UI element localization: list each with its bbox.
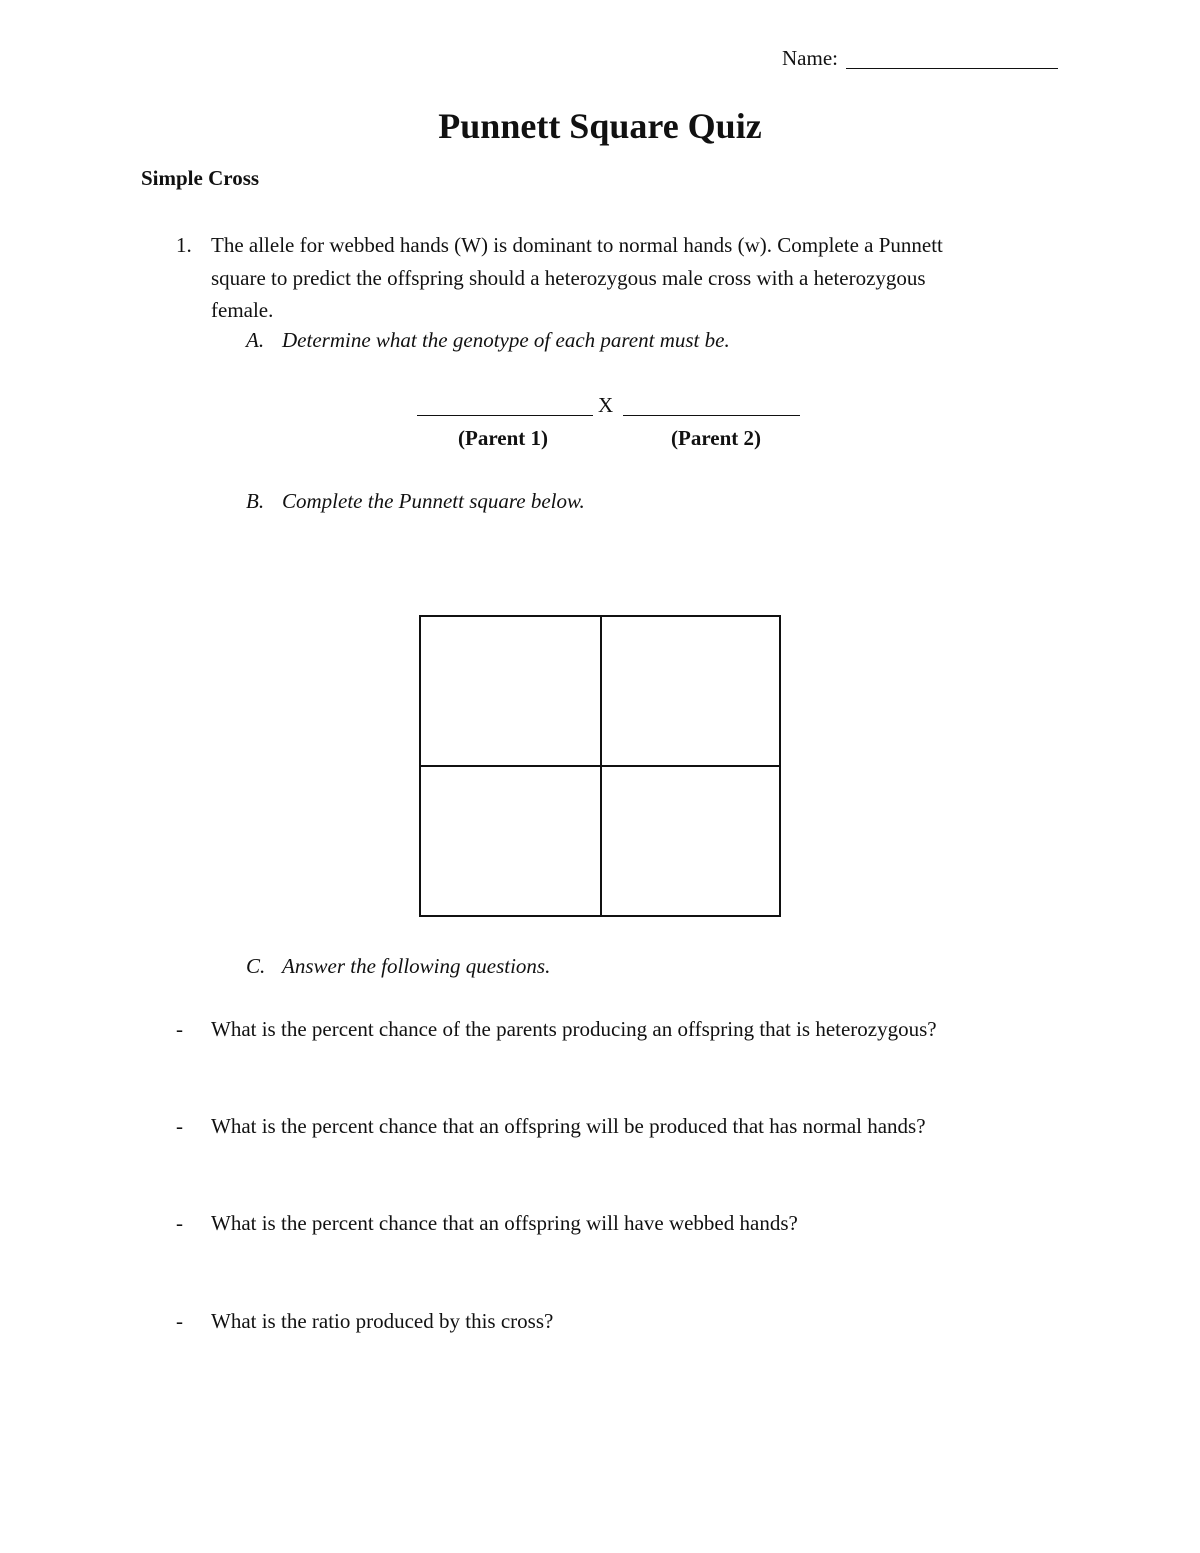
question-text-line: The allele for webbed hands (W) is dominant to normal hands (w). Complete a Punnett [211, 233, 943, 257]
list-item-dash: - [176, 1211, 183, 1235]
question-text-line: female. [211, 298, 274, 322]
part-c-letter: C. [246, 954, 266, 978]
punnett-square [419, 615, 781, 917]
followup-question-normal-hands: What is the percent chance that an offspring will be produced that has normal hands? [211, 1114, 926, 1138]
punnett-cell-bottom-right[interactable] [602, 767, 778, 914]
part-b-letter: B. [246, 489, 265, 513]
list-item-dash: - [176, 1309, 183, 1333]
part-a-text: Determine what the genotype of each parent must be. [282, 328, 730, 352]
name-label: Name: [782, 46, 838, 70]
cross-x-symbol: X [598, 393, 614, 417]
punnett-horizontal-divider [421, 765, 779, 768]
page-title: Punnett Square Quiz [438, 106, 762, 146]
followup-question-webbed-hands: What is the percent chance that an offspring will have webbed hands? [211, 1211, 798, 1235]
punnett-cell-bottom-left[interactable] [421, 767, 600, 914]
parent1-label: (Parent 1) [458, 426, 548, 450]
question-text [211, 229, 1061, 327]
part-a-letter: A. [246, 328, 265, 352]
part-b-text: Complete the Punnett square below. [282, 489, 585, 513]
part-c-text: Answer the following questions. [282, 954, 551, 978]
punnett-cell-top-right[interactable] [602, 617, 778, 765]
list-item-dash: - [176, 1114, 183, 1138]
part-a [246, 326, 946, 354]
name-blank-line[interactable] [846, 68, 1058, 69]
parent2-genotype-blank[interactable] [623, 415, 800, 416]
question-text-line: square to predict the offspring should a heterozygous male cross with a heterozygous [211, 265, 926, 290]
punnett-cell-top-left[interactable] [421, 617, 600, 765]
parent2-label: (Parent 2) [671, 426, 761, 450]
list-item-dash: - [176, 1017, 183, 1041]
part-c [246, 952, 946, 980]
question-number: 1. [176, 233, 192, 257]
followup-question-ratio: What is the ratio produced by this cross? [211, 1309, 554, 1333]
followup-question-heterozygous: What is the percent chance of the parents producing an offspring that is heterozygous? [211, 1017, 937, 1041]
parent1-genotype-blank[interactable] [417, 415, 593, 416]
part-b [246, 487, 946, 515]
section-heading: Simple Cross [141, 166, 260, 190]
